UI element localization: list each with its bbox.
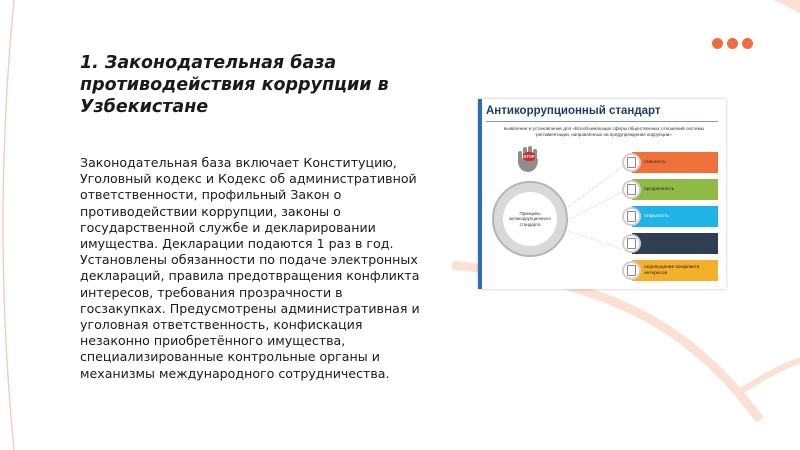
principle-bar: гласность	[632, 152, 718, 173]
decor-bottom-right-arc	[735, 358, 800, 395]
principle-row-1	[622, 152, 718, 173]
figure-title: Антикоррупционный стандарт	[486, 105, 661, 117]
document-icon	[622, 207, 641, 226]
dot-1	[712, 38, 723, 49]
document-icon	[622, 234, 641, 253]
slide-title: 1. Законодательная база противодействия коррупции в Узбекистане	[80, 53, 389, 117]
principle-row-3	[622, 206, 718, 227]
document-icon	[622, 180, 641, 199]
anticorruption-standard-figure	[478, 99, 726, 289]
principle-bar: открытость	[632, 206, 718, 227]
principle-row-2	[622, 179, 718, 200]
document-icon	[622, 261, 641, 280]
principle-bar	[632, 233, 718, 254]
stop-label: STOP	[523, 154, 535, 160]
decor-left-arc	[3, 0, 14, 450]
principle-row-5	[622, 260, 718, 281]
principle-bar: недопущение конфликта интересов	[632, 260, 718, 281]
document-icon	[622, 153, 641, 172]
dot-3	[742, 38, 753, 49]
principle-bar: прозрачность	[632, 179, 718, 200]
slide-body-text: Законодательная база включает Конституцию, Уголовный кодекс и Кодекс об административной ответственности, профильный Закон о противодействии коррупции, законы о государственной службе и декларировании имущества. Декларации подаются 1 раз в год. Установлены обязанности по подаче электронных деклараций, правила предотвращения конфликта интересов, требования прозрачности в госзакупках. Предусмотрены административная и уголовная ответственность, конфискация незаконно приобретённого имущества, специализированные контрольные органы и механизмы международного сотрудничества.	[80, 155, 420, 381]
principle-row-4	[622, 233, 718, 254]
dot-2	[727, 38, 738, 49]
figure-subtitle: выявление и установление для «Всеобъемлющих сферы общественных отношений системы регламентации, направленных на предупреждение коррупции»	[503, 126, 705, 137]
principles-circle-label: Принципы антикоррупционного стандарта	[503, 192, 557, 246]
menu-dots-icon	[712, 38, 753, 49]
